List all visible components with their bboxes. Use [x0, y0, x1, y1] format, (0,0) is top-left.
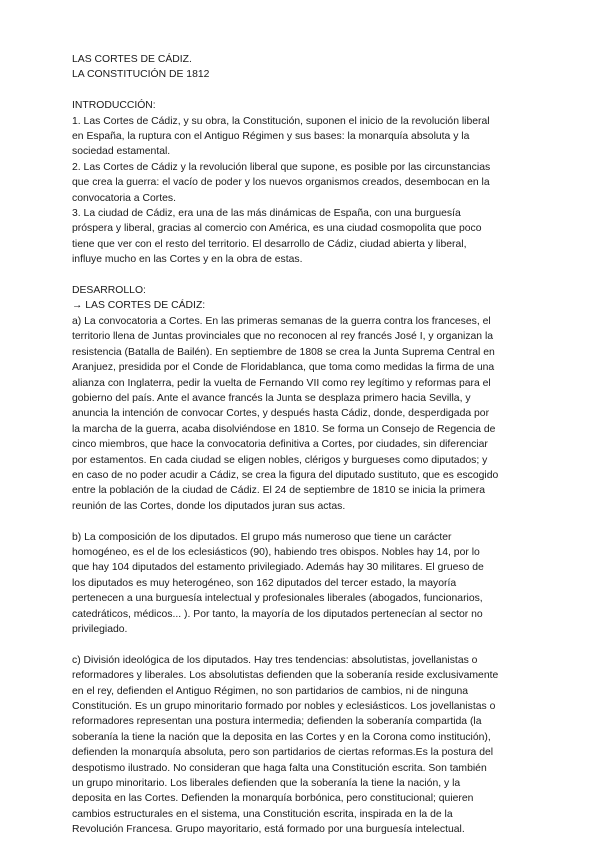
paragraph-line: cinco miembros, que hace la convocatoria definitiva a Cortes, por ciudades, sin diferenciar	[72, 439, 488, 451]
paragraph-line: cambios estructurales en el sistema, una Constitución escrita, inspirada en la de la	[72, 808, 453, 820]
paragraph-line: c) División ideológica de los diputados. Hay tres tendencias: absolutistas, jovellanistas o	[72, 654, 478, 666]
intro-line: que crea la guerra: el vacío de poder y los nuevos organismos creados, desembocan en la	[72, 177, 490, 189]
intro-line: convocatoria a Cortes.	[72, 192, 176, 204]
introduction-section	[72, 98, 532, 267]
paragraph-line: en el rey, defienden el Antiguo Régimen, no son partidarios de cambios, ni de ninguna	[72, 685, 469, 697]
paragraph-line: Revolución Francesa. Grupo mayoritario, está formado por una burguesía intelectual.	[72, 824, 465, 836]
paragraph-line: anuncia la intención de convocar Cortes, y después hasta Cádiz, donde, desperdigada por	[72, 408, 490, 420]
paragraph-line: defienden la monarquía absoluta, pero son partidarios de ciertas reformas.Es la postura del	[72, 747, 494, 759]
subtitle-line: LA CONSTITUCIÓN DE 1812	[72, 69, 210, 81]
document-page	[72, 52, 532, 838]
intro-line: 2. Las Cortes de Cádiz y la revolución liberal que supone, es posible por las circunstancias	[72, 161, 491, 173]
paragraph-line: resistencia (Batalla de Bailén). En septiembre de 1808 se crea la Junta Suprema Central en	[72, 346, 495, 358]
intro-line: sociedad estamental.	[72, 146, 171, 158]
cortes-subheading: → LAS CORTES DE CÁDIZ:	[72, 300, 206, 312]
paragraph-line: la marcha de la guerra, acaba disolviéndose en 1810. Se forma un Consejo de Regencia de	[72, 423, 496, 435]
development-section	[72, 283, 532, 838]
paragraph-line: privilegiado.	[72, 623, 128, 635]
paragraph-line: homogéneo, es el de los eclesiásticos (90), habiendo tres obispos. Nobles hay 14, por lo	[72, 546, 480, 558]
document-title	[72, 52, 532, 83]
development-heading: DESARROLLO:	[72, 285, 146, 297]
intro-line: próspera y liberal, gracias al comercio con América, es una ciudad cosmopolita que poco	[72, 223, 482, 235]
intro-heading: INTRODUCCIÓN:	[72, 100, 156, 112]
paragraph-line: alianza con Inglaterra, pedir la vuelta de Fernando VII como rey legítimo y reformas para el	[72, 377, 491, 389]
paragraph-composicion	[72, 530, 532, 638]
paragraph-line: Aranjuez, presidida por el Conde de Floridablanca, que toma como medidas la firma de una	[72, 362, 495, 374]
paragraph-line: pertenecen a una burguesía intelectual y profesionales liberales (abogados, funcionarios,	[72, 593, 483, 605]
paragraph-line: reformadores representan una postura intermedia; defienden la soberanía compartida (la	[72, 716, 482, 728]
intro-line: en España, la ruptura con el Antiguo Régimen y sus bases: la monarquía absoluta y la	[72, 131, 470, 143]
paragraph-line: Constitución. Es un grupo minoritario formado por nobles y eclesiásticos. Los jovellanistas o	[72, 701, 496, 712]
intro-line: influye mucho en las Cortes y en la obra de estas.	[72, 254, 303, 266]
paragraph-line: los diputados es muy heterogéneo, son 162 diputados del tercer estado, la mayoría	[72, 577, 457, 589]
intro-line: tiene que ver con el resto del territorio. El desarrollo de Cádiz, ciudad abierta y liberal,	[72, 238, 467, 250]
paragraph-line: deposita en las Cortes. Defienden la monarquía borbónica, pero constitucional; quieren	[72, 793, 474, 805]
paragraph-line: por estamentos. En cada ciudad se eligen nobles, clérigos y burgueses como diputados; y	[72, 454, 488, 466]
paragraph-line: despotismo ilustrado. No consideran que haga falta una Constitución escrita. Son también	[72, 762, 487, 774]
paragraph-convocatoria	[72, 314, 532, 514]
intro-line: 1. Las Cortes de Cádiz, y su obra, la Constitución, suponen el inicio de la revolución liberal	[72, 115, 490, 127]
paragraph-line: a) La convocatoria a Cortes. En las primeras semanas de la guerra contra los franceses, el	[72, 315, 491, 327]
paragraph-line: catedráticos, médicos... ). Por tanto, la mayoría de los diputados pertenecían al sector no	[72, 608, 483, 620]
paragraph-division-ideologica	[72, 653, 532, 838]
paragraph-line: b) La composición de los diputados. El grupo más numeroso que tiene un carácter	[72, 531, 452, 543]
paragraph-line: en caso de no poder acudir a Cádiz, se crea la figura del diputado sustituto, que es escogido	[72, 469, 499, 481]
intro-line: 3. La ciudad de Cádiz, era una de las más dinámicas de España, con una burguesía	[72, 208, 461, 220]
paragraph-line: un grupo minoritario. Los liberales defienden que la soberanía la tiene la nación, y la	[72, 778, 461, 790]
title-line: LAS CORTES DE CÁDIZ.	[72, 54, 192, 65]
paragraph-line: reformadores y liberales. Los absolutistas defienden que la soberanía reside exclusivamente	[72, 670, 499, 682]
paragraph-line: que hay 104 diputados del estamento privilegiado. Además hay 30 militares. El grueso de	[72, 562, 484, 574]
paragraph-line: reunión de las Cortes, donde los diputados juran sus actas.	[72, 500, 346, 512]
paragraph-line: territorio llena de Juntas provinciales que no reconocen al rey francés José I, y organizan la	[72, 331, 494, 343]
paragraph-line: entre la población de la ciudad de Cádiz. El 24 de septiembre de 1810 se inicia la primera	[72, 485, 485, 497]
paragraph-line: soberanía la tiene la nación que la deposita en las Cortes y en la Corona como institución),	[72, 731, 491, 743]
paragraph-line: gobierno del país. Ante el avance francés la Junta se desplaza primero hacia Sevilla, y	[72, 392, 471, 404]
